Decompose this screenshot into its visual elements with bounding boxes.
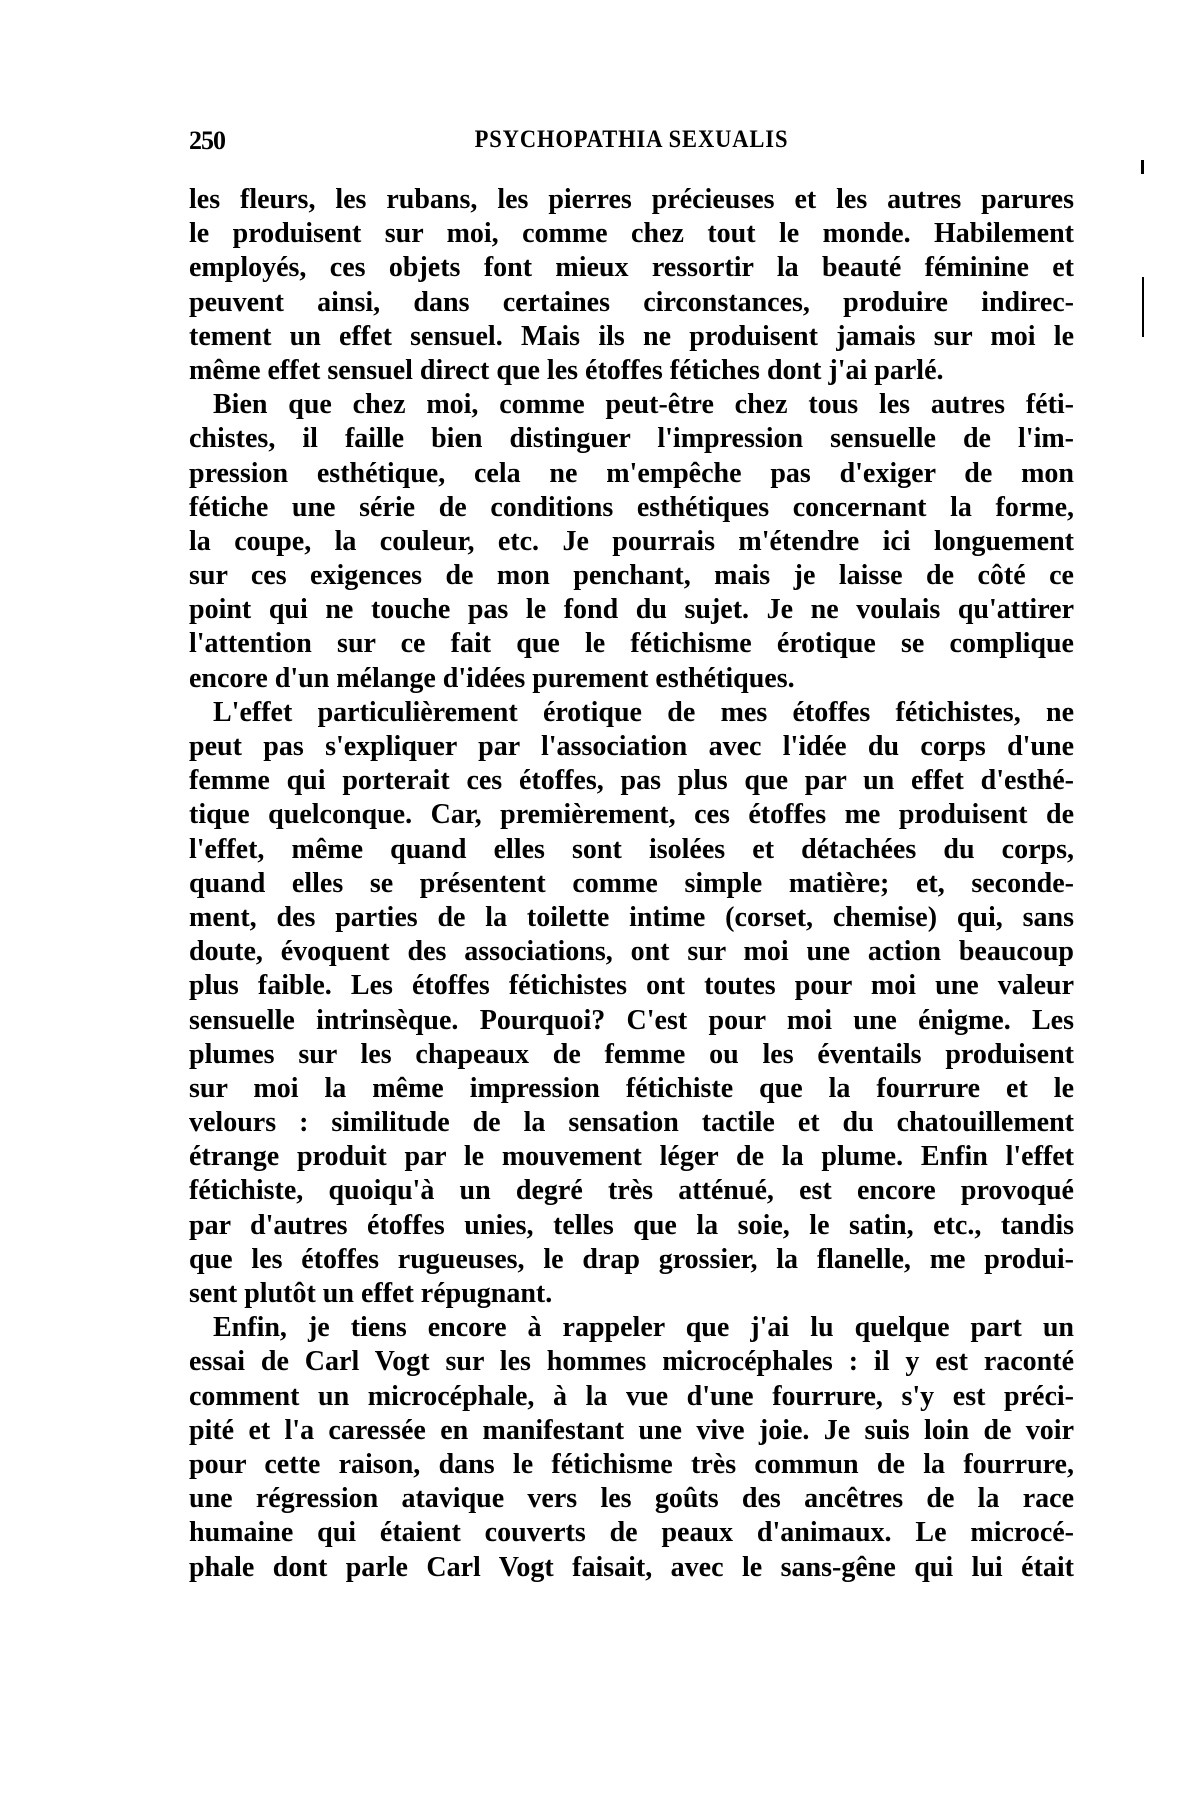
text-line: le produisent sur moi, comme chez tout le monde. Habilement bbox=[189, 218, 1074, 250]
text-line: plumes sur les chapeaux de femme ou les éventails produisent bbox=[189, 1038, 1074, 1070]
text-line: que les étoffes rugueuses, le drap grossier, la flanelle, me produi- bbox=[189, 1243, 1074, 1275]
text-line: femme qui porterait ces étoffes, pas plus que par un effet d'esthé- bbox=[189, 765, 1074, 797]
text-line: même effet sensuel direct que les étoffes fétiches dont j'ai parlé. bbox=[189, 354, 944, 386]
page-number: 250 bbox=[189, 126, 225, 155]
text-line: encore d'un mélange d'idées purement esthétiques. bbox=[189, 662, 795, 694]
text-line: sur moi la même impression fétichiste que la fourrure et le bbox=[189, 1072, 1074, 1104]
text-line: les fleurs, les rubans, les pierres précieuses et les autres parures bbox=[189, 184, 1074, 215]
text-line: peut pas s'expliquer par l'association avec l'idée du corps d'une bbox=[189, 731, 1074, 762]
running-title: PSYCHOPATHIA SEXUALIS bbox=[474, 126, 789, 153]
text-line: sensuelle intrinsèque. Pourquoi? C'est pour moi une énigme. Les bbox=[189, 1004, 1074, 1036]
text-line: employés, ces objets font mieux ressortir la beauté féminine et bbox=[189, 252, 1074, 284]
text-line: l'effet, même quand elles sont isolées et détachées du corps, bbox=[189, 833, 1074, 865]
text-line: pité et l'a caressée en manifestant une vive joie. Je suis loin de voir bbox=[189, 1414, 1074, 1446]
text-line: Bien que chez moi, comme peut-être chez tous les autres féti- bbox=[213, 389, 1074, 421]
text-line: tique quelconque. Car, premièrement, ces étoffes me produisent de bbox=[189, 799, 1074, 831]
page-header bbox=[189, 126, 1074, 160]
text-line: par d'autres étoffes unies, telles que la soie, le satin, etc., tandis bbox=[189, 1209, 1074, 1241]
paragraph bbox=[189, 183, 1074, 388]
text-line: doute, évoquent des associations, ont sur moi une action beaucoup bbox=[189, 936, 1074, 968]
body-text bbox=[189, 183, 1074, 1585]
text-line: sur ces exigences de mon penchant, mais je laisse de côté ce bbox=[189, 560, 1074, 592]
text-line: chistes, il faille bien distinguer l'impression sensuelle de l'im- bbox=[189, 423, 1074, 455]
text-line: L'effet particulièrement érotique de mes étoffes fétichistes, ne bbox=[213, 696, 1074, 728]
paragraph bbox=[189, 696, 1074, 1311]
text-line: plus faible. Les étoffes fétichistes ont toutes pour moi une valeur bbox=[189, 970, 1074, 1002]
text-line: tement un effet sensuel. Mais ils ne produisent jamais sur moi le bbox=[189, 320, 1074, 352]
text-line: pression esthétique, cela ne m'empêche pas d'exiger de mon bbox=[189, 457, 1074, 489]
text-line: phale dont parle Carl Vogt faisait, avec le sans-gêne qui lui était bbox=[189, 1551, 1074, 1583]
text-line: Enfin, je tiens encore à rappeler que j'ai lu quelque part un bbox=[213, 1312, 1074, 1344]
scan-mark bbox=[1142, 277, 1144, 337]
text-line: la coupe, la couleur, etc. Je pourrais m'étendre ici longuement bbox=[189, 525, 1074, 557]
text-line: sent plutôt un effet répugnant. bbox=[189, 1278, 553, 1309]
text-line: point qui ne touche pas le fond du sujet. Je ne voulais qu'attirer bbox=[189, 594, 1074, 626]
text-line: ment, des parties de la toilette intime (corset, chemise) qui, sans bbox=[189, 901, 1074, 933]
text-line: quand elles se présentent comme simple matière; et, seconde- bbox=[189, 867, 1074, 899]
text-line: comment un microcéphale, à la vue d'une fourrure, s'y est préci- bbox=[189, 1380, 1074, 1412]
text-line: fétiche une série de conditions esthétiques concernant la forme, bbox=[189, 491, 1074, 523]
text-line: fétichiste, quoiqu'à un degré très atténué, est encore provoqué bbox=[189, 1175, 1074, 1207]
text-line: pour cette raison, dans le fétichisme très commun de la fourrure, bbox=[189, 1448, 1074, 1480]
text-line: humaine qui étaient couverts de peaux d'animaux. Le microcé- bbox=[189, 1517, 1074, 1549]
text-line: essai de Carl Vogt sur les hommes microcéphales : il y est raconté bbox=[189, 1346, 1074, 1378]
paragraph bbox=[189, 388, 1074, 696]
text-line: étrange produit par le mouvement léger de la plume. Enfin l'effet bbox=[189, 1141, 1074, 1173]
paragraph bbox=[189, 1311, 1074, 1585]
text-line: l'attention sur ce fait que le fétichisme érotique se complique bbox=[189, 628, 1074, 660]
text-line: velours : similitude de la sensation tactile et du chatouillement bbox=[189, 1107, 1074, 1139]
scan-mark bbox=[1141, 160, 1144, 174]
text-line: peuvent ainsi, dans certaines circonstances, produire indirec- bbox=[189, 286, 1074, 318]
text-line: une régression atavique vers les goûts des ancêtres de la race bbox=[189, 1483, 1074, 1515]
